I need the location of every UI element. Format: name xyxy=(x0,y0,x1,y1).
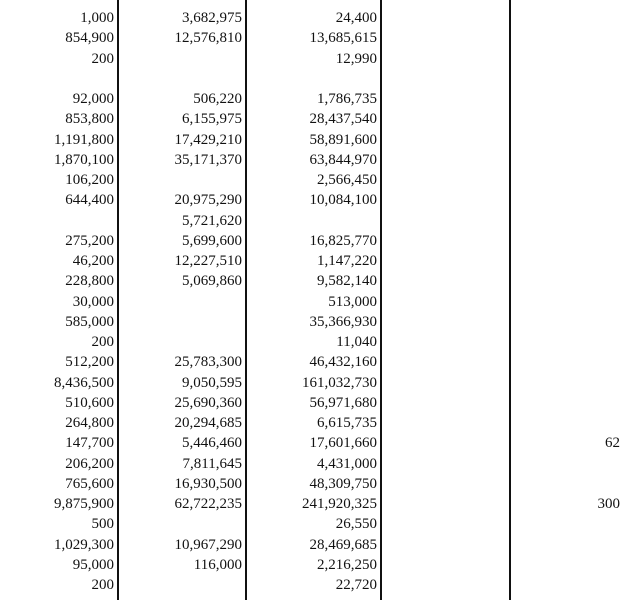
table-cell: 2,566,450 xyxy=(317,172,377,188)
column-divider xyxy=(380,0,382,600)
table-cell: 62,722,235 xyxy=(174,496,242,512)
table-cell: 200 xyxy=(91,50,114,67)
table-cell: 20,294,685 xyxy=(174,415,242,431)
table-cell: 46,200 xyxy=(72,253,114,269)
table-cell: 206,200 xyxy=(65,455,114,472)
table-cell: 5,069,860 xyxy=(182,273,242,290)
table-cell xyxy=(0,69,114,89)
table-cell: 1,029,300 xyxy=(54,536,114,553)
table-cell: 1,786,735 xyxy=(317,91,377,107)
table-cell xyxy=(560,8,620,28)
table-cell xyxy=(120,170,242,190)
table-cell xyxy=(560,271,620,291)
table-cell: 13,685,615 xyxy=(309,30,377,47)
table-cell: 62 xyxy=(605,435,620,452)
table-cell: 92,000 xyxy=(72,91,114,107)
table-cell: 58,891,600 xyxy=(309,131,377,148)
table-cell xyxy=(120,49,242,69)
table-cell: 10,967,290 xyxy=(174,536,242,553)
table-cell: 30,000 xyxy=(72,293,114,310)
table-cell: 9,875,900 xyxy=(54,496,114,512)
table-cell xyxy=(560,332,620,352)
table-cell xyxy=(560,190,620,210)
table-cell: 46,432,160 xyxy=(309,354,377,371)
table-cell xyxy=(560,69,620,89)
table-cell: 147,700 xyxy=(65,435,114,452)
table-cell xyxy=(560,373,620,393)
table-cell: 506,220 xyxy=(193,91,242,107)
table-cell: 35,366,930 xyxy=(309,313,377,330)
table-cell xyxy=(560,312,620,332)
table-cell: 17,601,660 xyxy=(309,435,377,452)
table-cell: 8,436,500 xyxy=(54,374,114,391)
column-divider xyxy=(509,0,511,600)
table-cell xyxy=(560,352,620,372)
table-cell: 35,171,370 xyxy=(174,151,242,168)
table-cell: 264,800 xyxy=(65,415,114,431)
table-cell: 9,050,595 xyxy=(182,374,242,391)
table-cell: 7,811,645 xyxy=(182,455,242,472)
table-cell: 4,431,000 xyxy=(317,455,377,472)
table-cell: 95,000 xyxy=(72,556,114,573)
table-cell: 1,147,220 xyxy=(317,253,377,269)
table-cell: 25,690,360 xyxy=(174,394,242,411)
table-cell xyxy=(560,49,620,69)
table-cell xyxy=(248,211,377,231)
table-cell xyxy=(560,109,620,129)
table-cell: 2,216,250 xyxy=(317,556,377,573)
table-cell: 1,870,100 xyxy=(54,151,114,168)
table-cell xyxy=(560,555,620,575)
table-cell xyxy=(560,231,620,251)
table-cell xyxy=(0,211,114,231)
table-cell: 116,000 xyxy=(193,556,242,573)
table-cell xyxy=(560,413,620,433)
column-divider xyxy=(245,0,247,600)
table-cell xyxy=(560,150,620,170)
table-cell xyxy=(120,69,242,89)
table-cell: 200 xyxy=(91,577,114,593)
table-cell: 853,800 xyxy=(65,111,114,128)
table-cell: 63,844,970 xyxy=(309,151,377,168)
table-cell xyxy=(560,393,620,413)
table-cell: 12,990 xyxy=(335,50,377,67)
table-cell xyxy=(560,474,620,494)
table-cell xyxy=(120,312,242,332)
table-cell xyxy=(120,332,242,352)
table-cell: 48,309,750 xyxy=(309,475,377,492)
table-cell: 1,000 xyxy=(80,10,114,26)
table-cell: 765,600 xyxy=(65,475,114,492)
table-cell xyxy=(560,535,620,555)
table-cell: 16,930,500 xyxy=(174,475,242,492)
table-cell: 200 xyxy=(91,334,114,350)
table-cell: 512,200 xyxy=(65,354,114,371)
table-cell: 25,783,300 xyxy=(174,354,242,371)
table-cell: 585,000 xyxy=(65,313,114,330)
table-cell xyxy=(560,130,620,150)
table-cell: 5,699,600 xyxy=(182,232,242,249)
table-cell xyxy=(120,514,242,534)
table-cell xyxy=(560,575,620,595)
table-cell: 12,227,510 xyxy=(174,253,242,269)
table-cell: 500 xyxy=(91,516,114,533)
table-cell: 10,084,100 xyxy=(309,192,377,209)
table-cell xyxy=(560,514,620,534)
table-cell: 241,920,325 xyxy=(302,496,377,512)
table-cell xyxy=(560,211,620,231)
table-cell: 6,155,975 xyxy=(182,111,242,128)
table-cell xyxy=(560,292,620,312)
table-cell: 228,800 xyxy=(65,273,114,290)
table-cell: 275,200 xyxy=(65,232,114,249)
table-cell: 161,032,730 xyxy=(302,374,377,391)
table-cell: 300 xyxy=(597,496,620,512)
table-cell xyxy=(560,170,620,190)
table-cell xyxy=(248,69,377,89)
table-cell xyxy=(560,251,620,271)
table-cell: 5,446,460 xyxy=(182,435,242,452)
table-cell: 106,200 xyxy=(65,172,114,188)
table-cell: 5,721,620 xyxy=(182,212,242,229)
table-cell: 11,040 xyxy=(336,334,377,350)
table-cell: 513,000 xyxy=(328,293,377,310)
table-cell xyxy=(120,292,242,312)
table-cell: 510,600 xyxy=(65,394,114,411)
table-cell: 854,900 xyxy=(65,30,114,47)
table-cell: 644,400 xyxy=(65,192,114,209)
table-cell: 9,582,140 xyxy=(317,273,377,290)
table-cell: 12,576,810 xyxy=(174,30,242,47)
table-cell: 17,429,210 xyxy=(174,131,242,148)
table-cell: 16,825,770 xyxy=(309,232,377,249)
table-cell: 1,191,800 xyxy=(54,131,114,148)
column-divider xyxy=(117,0,119,600)
table-cell xyxy=(120,575,242,595)
table-cell: 3,682,975 xyxy=(182,10,242,26)
table-cell xyxy=(560,454,620,474)
table-cell: 6,615,735 xyxy=(317,415,377,431)
table-cell xyxy=(560,89,620,109)
table-cell: 28,469,685 xyxy=(309,536,377,553)
table-cell: 28,437,540 xyxy=(309,111,377,128)
table-cell: 56,971,680 xyxy=(309,394,377,411)
table-cell xyxy=(560,28,620,48)
table-cell: 20,975,290 xyxy=(174,192,242,209)
table-cell: 22,720 xyxy=(335,577,377,593)
table-cell: 24,400 xyxy=(335,10,377,26)
table-cell: 26,550 xyxy=(335,516,377,533)
